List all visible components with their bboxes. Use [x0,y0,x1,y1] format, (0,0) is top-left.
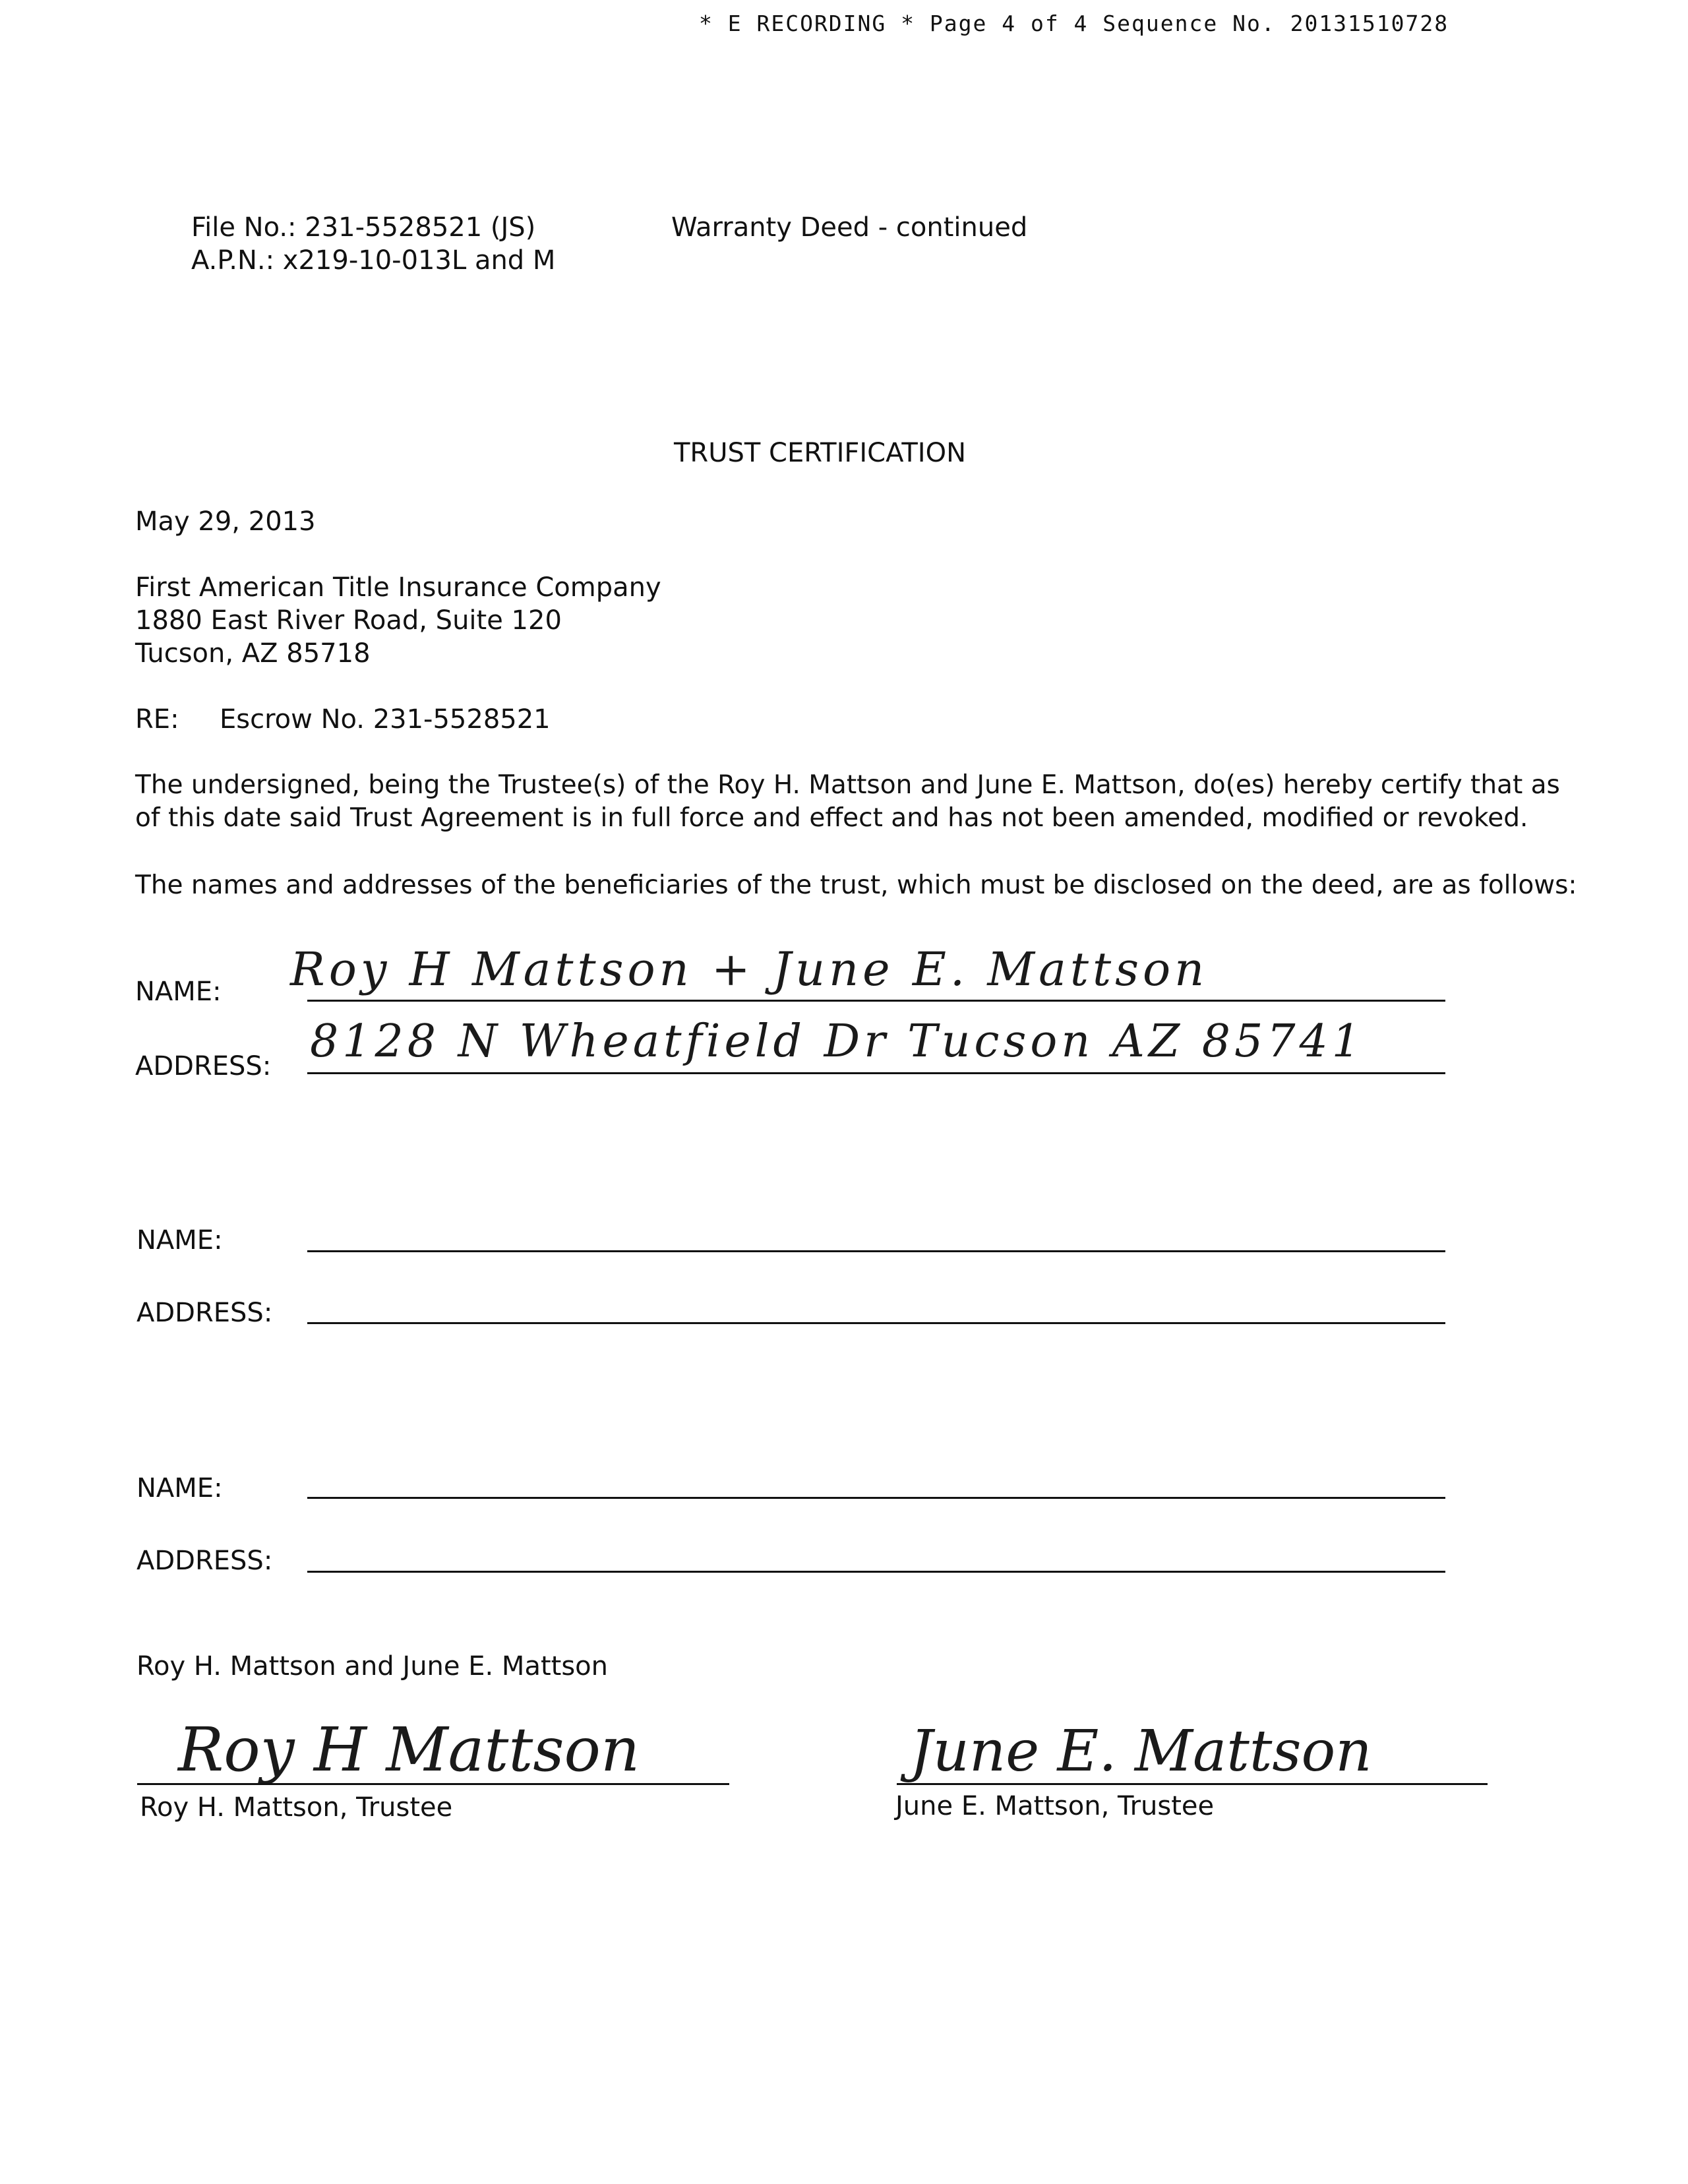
signature-line [137,1783,729,1785]
certification-line-1: The undersigned, being the Trustee(s) of the Roy H. Mattson and June E. Mattson, do(es) hereby certify that as [135,770,1560,800]
beneficiary-name-handwritten: Roy H Mattson + June E. Mattson [290,942,1209,996]
page-title: TRUST CERTIFICATION [674,438,966,468]
signature-caption-roy: Roy H. Mattson, Trustee [140,1792,453,1823]
beneficiary-address-label: ADDRESS: [135,1051,272,1081]
recording-header: * E RECORDING * Page 4 of 4 Sequence No. 20131510728 [699,11,1449,36]
beneficiary-name-label: NAME: [136,1473,223,1503]
addressee-company: First American Title Insurance Company [135,572,661,603]
signature-june: June E. Mattson [910,1718,1372,1784]
name-line [307,1000,1445,1002]
address-line [307,1571,1445,1573]
beneficiary-address-label: ADDRESS: [136,1546,273,1576]
signature-caption-june: June E. Mattson, Trustee [895,1791,1215,1821]
signature-roy: Roy H Mattson [178,1714,640,1785]
beneficiary-address-label: ADDRESS: [136,1298,273,1328]
address-line [307,1322,1445,1324]
beneficiary-name-label: NAME: [136,1225,223,1256]
addressee-city: Tucson, AZ 85718 [135,638,371,669]
certification-line-2: of this date said Trust Agreement is in full force and effect and has not been amended, modified or revoked. [135,803,1528,833]
name-line [307,1250,1445,1252]
name-line [307,1497,1445,1499]
signature-line [897,1783,1488,1785]
apn-number: A.P.N.: x219-10-013L and M [191,245,556,276]
document-date: May 29, 2013 [135,506,316,537]
file-number: File No.: 231-5528521 (JS) [191,212,536,243]
beneficiary-name-label: NAME: [135,977,222,1007]
beneficiaries-intro: The names and addresses of the beneficiaries of the trust, which must be disclosed on the deed, are as follows: [135,870,1577,900]
addressee-street: 1880 East River Road, Suite 120 [135,605,562,636]
trust-name: Roy H. Mattson and June E. Mattson [136,1651,608,1682]
beneficiary-address-handwritten: 8128 N Wheatfield Dr Tucson AZ 85741 [310,1016,1365,1068]
deed-label: Warranty Deed - continued [671,212,1028,243]
address-line [307,1072,1445,1074]
escrow-number: Escrow No. 231-5528521 [220,704,551,735]
re-label: RE: [135,704,179,735]
